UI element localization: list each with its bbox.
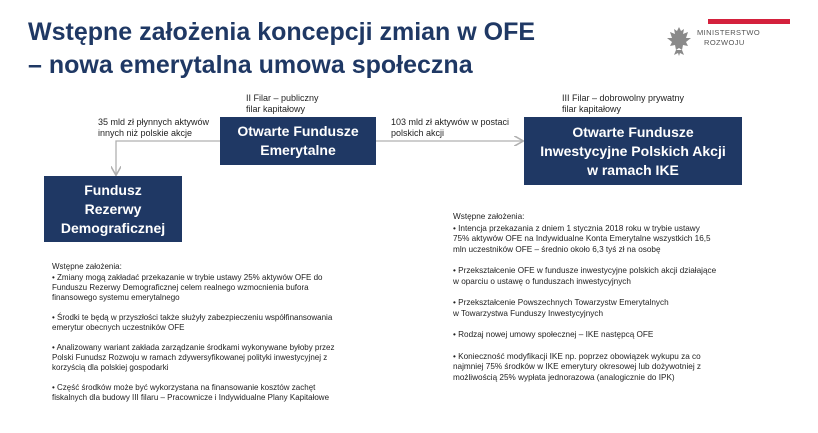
ofe-box-line2: Emerytalne <box>260 142 336 158</box>
note-line: Funduszu Rezerwy Demograficznej celem realnego wzmocnienia bufora <box>52 283 309 292</box>
note-line: • Rodzaj nowej umowy społecznej – IKE następcą OFE <box>453 330 654 339</box>
note-line: mln uczestników OFE – średnio około 6,3 tyś zł na osobę <box>453 244 661 254</box>
list-item <box>453 330 753 341</box>
note-line: 75% aktywów OFE na Indywidualne Konta Emerytalne wszystkich 16,5 <box>453 234 711 243</box>
notes-right-heading: Wstępne założenia: <box>453 212 525 221</box>
list-item <box>453 298 753 319</box>
notes-right-list <box>453 224 753 384</box>
fio-box <box>524 117 742 185</box>
flow-to-frd-label <box>98 117 218 139</box>
note-line: • Intencja przekazania z dniem 1 stycznia 2018 roku w trybie ustawy <box>453 223 700 233</box>
page-title-line1: Wstępne założenia koncepcji zmian w OFE <box>28 18 536 46</box>
note-line: Polski Funudsz Rozwoju w ramach zdywersyfikowanej polityki inwestycyjnej z <box>52 353 328 362</box>
note-line: • Przekształcenie OFE w fundusze inwestycyjne polskich akcji działające <box>453 266 717 275</box>
flow-to-frd-line2: innych niż polskie akcje <box>98 128 193 138</box>
note-line: • Zmiany mogą zakładać przekazanie w trybie ustawy 25% aktywów OFE do <box>52 273 323 282</box>
list-item <box>453 224 753 256</box>
filar2-label-line2: filar kapitałowy <box>246 104 306 114</box>
note-line: • Przekształcenie Powszechnych Towarzystw Emerytalnych <box>453 298 669 307</box>
frd-box-line2: Rezerwy <box>84 200 142 217</box>
list-item <box>453 352 753 384</box>
note-line: w Towarzystwa Funduszy Inwestycyjnych <box>453 308 604 318</box>
note-line: najmniej 75% środków w IKE emerytury okresowej lub dożywotniej z <box>453 362 702 371</box>
frd-box-line3: Demograficznej <box>60 219 166 236</box>
note-line: emerytur obecnych uczestników OFE <box>52 323 185 332</box>
fio-box-line2: Inwestycyjne Polskich Akcji <box>540 142 726 159</box>
frd-box <box>44 176 182 242</box>
flow-to-fio-line2: polskich akcji <box>391 128 445 138</box>
arrow-ofe-to-frd <box>116 141 220 174</box>
ministry-name-line1: MINISTERSTWO <box>697 28 761 37</box>
note-line: • Analizowany wariant zakłada zarządzanie środkami wykonywane byłoby przez <box>52 343 335 352</box>
list-item <box>453 266 753 287</box>
flow-to-frd-line1: 35 mld zł płynnych aktywów <box>98 117 210 127</box>
list-item <box>52 343 352 373</box>
notes-left <box>52 262 352 413</box>
ministry-name-line2: ROZWOJU <box>704 38 745 47</box>
list-item <box>52 273 352 303</box>
fio-box-line3: w ramach IKE <box>587 161 679 178</box>
note-line: w oparciu o ustawę o funduszach inwestycyjnych <box>453 276 631 286</box>
filar2-label <box>246 93 366 115</box>
note-line: • Środki te będą w przyszłości także służyły zabezpieczeniu współfinansowania <box>52 313 333 322</box>
notes-right <box>453 212 753 394</box>
note-line: • Część środków może być wykorzystana na finansowanie kosztów zachęt <box>52 383 316 392</box>
filar3-label-line1: III Filar – dobrowolny prywatny <box>562 93 685 103</box>
note-line: finansowego systemu emerytalnego <box>52 293 180 302</box>
page-title-line2: – nowa emerytalna umowa społeczna <box>28 51 473 79</box>
list-item <box>52 313 352 333</box>
flow-to-fio-label <box>391 117 519 139</box>
note-line: możliwością 25% wypłata jednorazowa (analogicznie do IPK) <box>453 372 675 382</box>
filar3-label <box>562 93 692 115</box>
notes-left-heading: Wstępne założenia: <box>52 262 122 271</box>
note-line: fiskalnych dla budowy III filaru – Pracownicze i Indywidualne Plany Kapitałowe <box>52 393 330 402</box>
frd-box-line1: Fundusz <box>84 181 142 198</box>
ofe-box-line1: Otwarte Fundusze <box>237 123 359 139</box>
flow-to-fio-line1: 103 mld zł aktywów w postaci <box>391 117 510 127</box>
notes-left-list <box>52 273 352 403</box>
fio-box-line1: Otwarte Fundusze <box>572 123 694 140</box>
list-item <box>52 383 352 403</box>
filar2-label-line1: II Filar – publiczny <box>246 93 319 103</box>
filar3-label-line2: filar kapitałowy <box>562 104 622 114</box>
ofe-box <box>220 117 376 165</box>
note-line: korzyścią dla polskiej gospodarki <box>52 363 169 372</box>
note-line: • Konieczność modyfikacji IKE np. poprzez obowiązek wykupu za co <box>453 351 701 361</box>
